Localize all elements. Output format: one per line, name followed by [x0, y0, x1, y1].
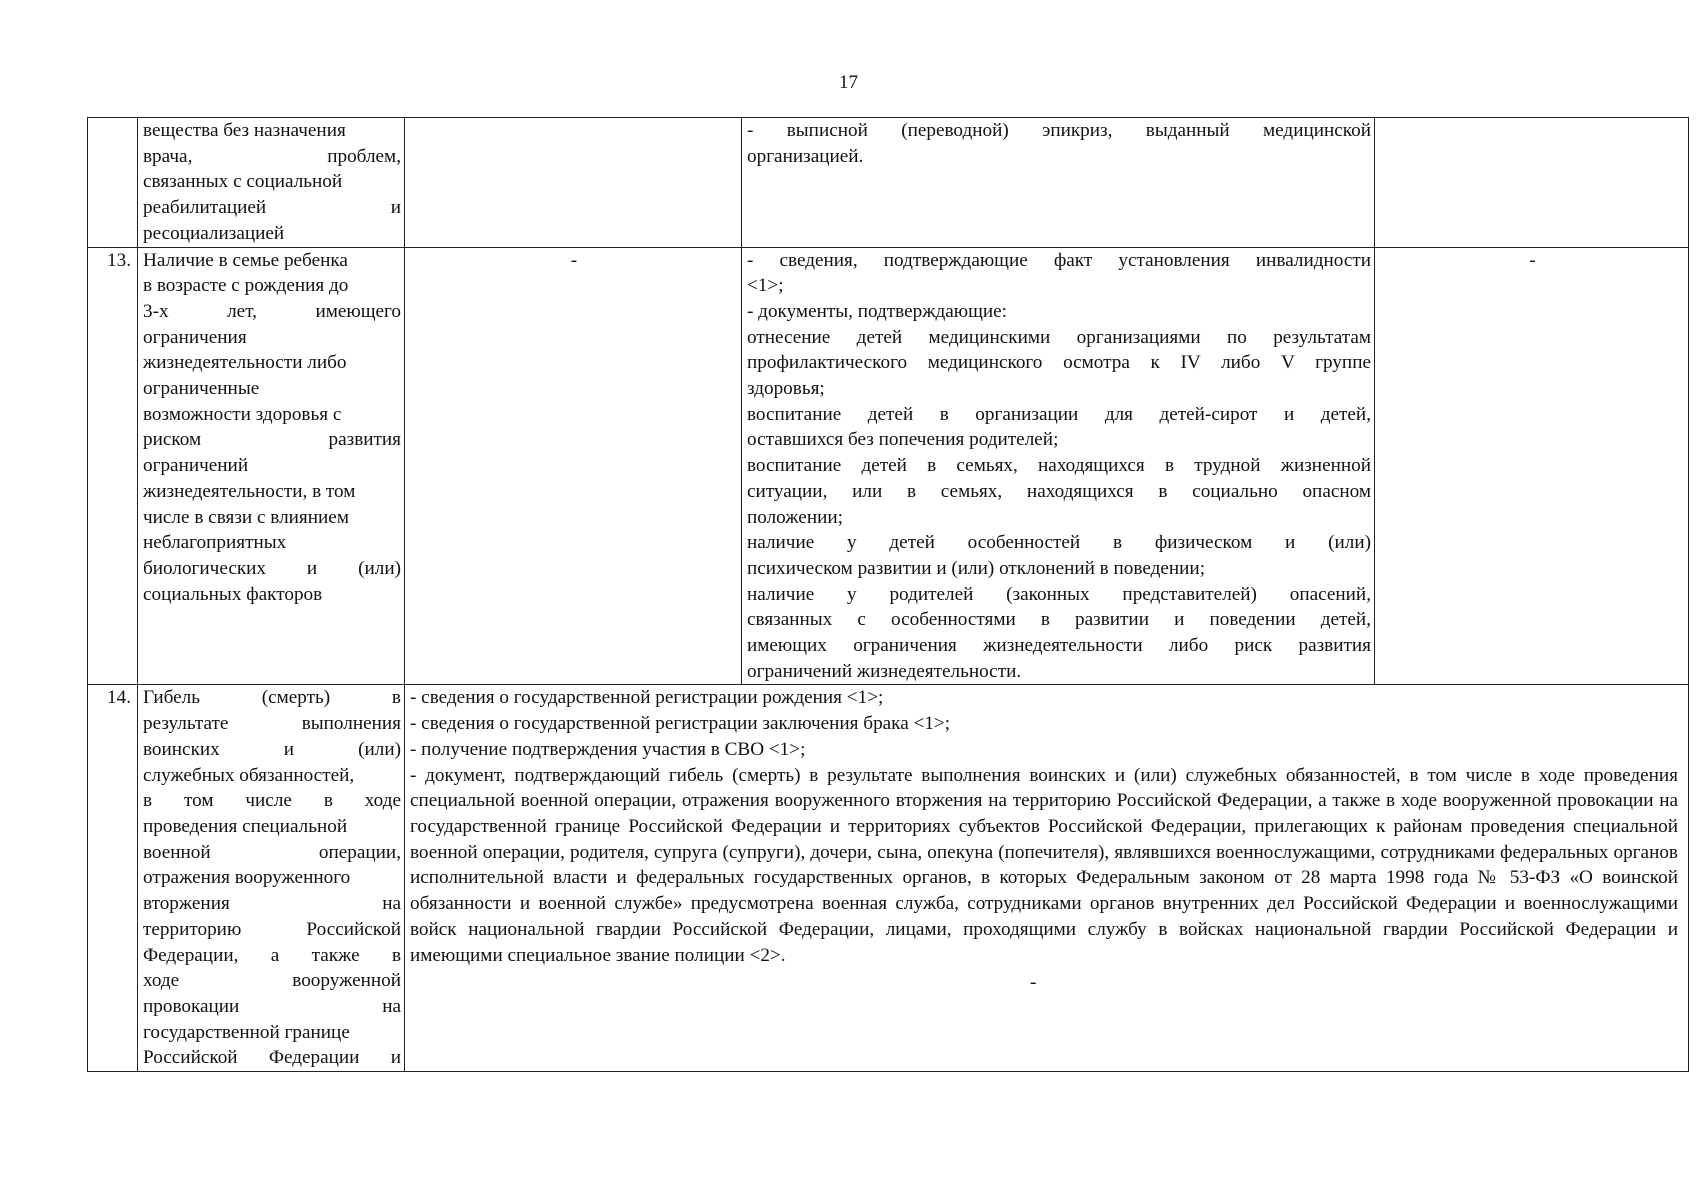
row-name-cell	[138, 247, 405, 685]
table-row	[88, 685, 1689, 1072]
text-line: риском развития	[143, 429, 401, 451]
text-line: отнесение детей медицинскими организациями по результатам	[747, 326, 1371, 348]
text-line: Российской Федерации и	[143, 1047, 401, 1069]
text-line: вторжения на	[143, 893, 401, 915]
text-line: ограниченные	[143, 378, 260, 400]
page-number: 17	[839, 72, 858, 93]
text-line: ограничений жизнедеятельности.	[747, 660, 1022, 682]
row-col-b-cell	[405, 118, 742, 248]
text-line: связанных с социальной	[143, 171, 343, 193]
row-col-d-cell: -	[1375, 247, 1689, 685]
text-line: - выписной (переводной) эпикриз, выданный медицинской	[747, 120, 1371, 141]
text-line: в возрасте с рождения до	[143, 275, 349, 297]
text-line: ресоциализацией	[143, 222, 285, 244]
text-line: имеющих ограничения жизнедеятельности либо риск развития	[747, 635, 1371, 657]
text-line: социальных факторов	[143, 583, 323, 605]
text-line: врача, проблем,	[143, 145, 401, 167]
text-line: психическом развитии и (или) отклонений в поведении;	[747, 557, 1206, 579]
text-line: результате выполнения	[143, 713, 401, 735]
text-line: оставшихся без попечения родителей;	[747, 429, 1059, 451]
text-line: отражения вооруженного	[143, 867, 351, 889]
text-line: вещества без назначения	[143, 120, 346, 141]
requirements-table	[87, 117, 1689, 1072]
row-documents-cell	[742, 118, 1375, 248]
row-number-cell: 14.	[88, 685, 138, 1072]
text-line: - сведения, подтверждающие факт установления инвалидности	[747, 249, 1371, 271]
row-name-cell	[138, 118, 405, 248]
text-line: <1>;	[747, 275, 784, 297]
text-line: воспитание детей в семьях, находящихся в трудной жизненной	[747, 455, 1371, 477]
dash-mark: -	[1030, 972, 1037, 994]
text-line: - сведения о государственной регистрации рождения <1>;	[410, 687, 884, 709]
text-line: жизнедеятельности либо	[143, 352, 347, 374]
text-line: - получение подтверждения участия в СВО <1>;	[410, 738, 806, 760]
text-line: здоровья;	[747, 378, 825, 400]
text-line: биологических и (или)	[143, 557, 401, 579]
text-line: ограничения	[143, 326, 247, 348]
text-line: наличие у родителей (законных представителей) опасений,	[747, 583, 1371, 605]
text-line: в том числе в ходе	[143, 790, 401, 812]
text-line: реабилитацией и	[143, 197, 401, 219]
text-line: организацией.	[747, 145, 864, 167]
row-number-cell: 13.	[88, 247, 138, 685]
text-line: числе в связи с влиянием	[143, 506, 349, 528]
text-line: государственной границе	[143, 1021, 350, 1043]
text-line: воспитание детей в организации для детей-сирот и детей,	[747, 403, 1371, 425]
text-line: - документы, подтверждающие:	[747, 300, 1008, 322]
text-line: возможности здоровья с	[143, 403, 342, 425]
text-line: Гибель (смерть) в	[143, 687, 401, 709]
text-line: 3-х лет, имеющего	[143, 300, 401, 322]
row-documents-cell	[742, 247, 1375, 685]
text-line: наличие у детей особенностей в физическом и (или)	[747, 532, 1371, 554]
text-line: ограничений	[143, 455, 249, 477]
text-line: - сведения о государственной регистрации заключения брака <1>;	[410, 713, 951, 735]
text-line: проведения специальной	[143, 815, 348, 837]
row-col-d-cell	[1375, 118, 1689, 248]
row-number-cell	[88, 118, 138, 248]
table-row	[88, 247, 1689, 685]
text-line: провокации на	[143, 995, 401, 1017]
text-line: воинских и (или)	[143, 738, 401, 760]
text-line: Наличие в семье ребенка	[143, 249, 348, 271]
text-paragraph: - документ, подтверждающий гибель (смерть) в результате выполнения воинских и (или) служебных обязанностей, в том числе в ходе проведения специальной военной операции, отражения вооруженного вторжения на территорию Российской Федерации, а также в ходе вооруженной провокации на государственной границе Российской Федерации и территориях субъектов Российской Федерации, прилегающих к районам проведения специальной военной операции, родителя, супруга (супруги), дочери, сына, опекуна (попечителя), являвшихся военнослужащими, сотрудниками федеральных органов исполнительной власти и федеральных государственных органов, в которых Федеральным законом от 28 марта 1998 года № 53-ФЗ «О воинской обязанности и военной службе» предусмотрена военная служба, сотрудниками органов внутренних дел Российской Федерации и военнослужащими войск национальной гвардии Российской Федерации, лицами, проходящими службу в войсках национальной гвардии Российской Федерации и имеющими специальное звание полиции <2>.	[410, 764, 1678, 966]
row-col-b-cell: -	[405, 247, 742, 685]
text-line: связанных с особенностями в развитии и поведении детей,	[747, 609, 1371, 631]
table-row	[88, 118, 1689, 248]
text-line: ходе вооруженной	[143, 970, 401, 992]
row-merged-documents-cell	[405, 685, 1689, 1072]
text-line: положении;	[747, 506, 843, 528]
row-name-cell	[138, 685, 405, 1072]
text-line: жизнедеятельности, в том	[143, 480, 356, 502]
text-line: неблагоприятных	[143, 532, 287, 554]
text-line: территорию Российской	[143, 918, 401, 940]
text-line: ситуации, или в семьях, находящихся в социально опасном	[747, 480, 1371, 502]
text-line: служебных обязанностей,	[143, 764, 355, 786]
text-line: профилактического медицинского осмотра к IV либо V группе	[747, 352, 1371, 374]
text-line: Федерации, а также в	[143, 944, 401, 966]
text-line: военной операции,	[143, 841, 401, 863]
